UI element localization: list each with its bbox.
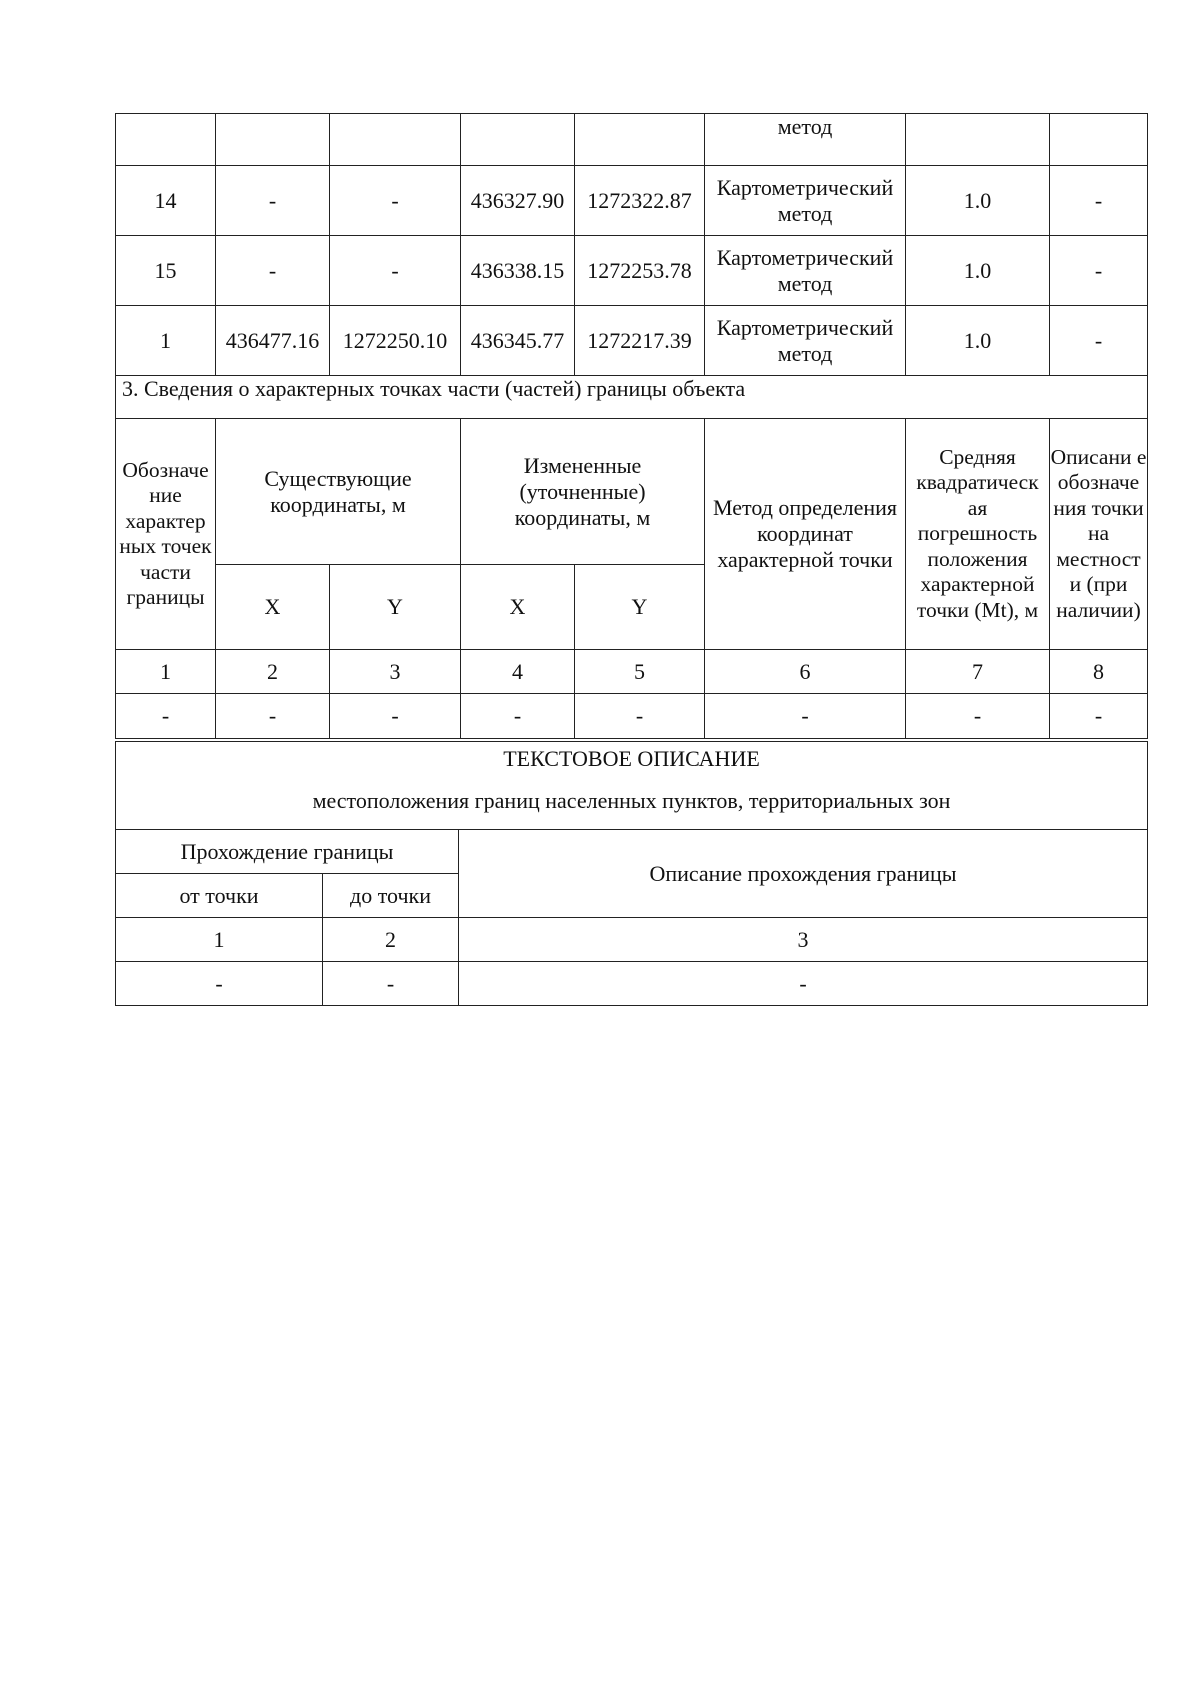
existing-y: - <box>330 166 461 236</box>
column-number: 4 <box>461 650 575 694</box>
passage-header: Прохождение границы <box>116 830 459 874</box>
mt-cell: 1.0 <box>906 306 1050 376</box>
column-number: 2 <box>216 650 330 694</box>
description-cell: - <box>1050 306 1148 376</box>
table-row <box>116 166 1148 236</box>
section-title-row <box>116 376 1148 419</box>
method-cell: Картометрический метод <box>705 236 906 306</box>
cell <box>216 114 330 166</box>
point-number: 15 <box>116 236 216 306</box>
cell <box>461 114 575 166</box>
cell: - <box>461 694 575 739</box>
column-number: 8 <box>1050 650 1148 694</box>
x-header: X <box>216 565 330 650</box>
header-row <box>116 830 1148 874</box>
characteristic-points-table <box>115 113 1148 739</box>
existing-x: 436477.16 <box>216 306 330 376</box>
text-description-row <box>116 742 1148 830</box>
table-row <box>116 694 1148 739</box>
cell <box>1050 114 1148 166</box>
changed-x: 436338.15 <box>461 236 575 306</box>
error-header: Средняя квадратическ ая погрешность положения характерной точки (Mt), м <box>906 419 1050 650</box>
text-description-table <box>115 741 1148 1006</box>
changed-y: 1272253.78 <box>575 236 705 306</box>
mt-cell: 1.0 <box>906 166 1050 236</box>
to-point-header: до точки <box>323 874 459 918</box>
changed-coordinates-header: Измененные (уточненные) координаты, м <box>461 419 705 565</box>
table-row <box>116 306 1148 376</box>
cell: - <box>116 962 323 1006</box>
column-number: 3 <box>330 650 461 694</box>
column-number: 5 <box>575 650 705 694</box>
header-row <box>116 419 1148 565</box>
column-number: 1 <box>116 918 323 962</box>
method-cell: метод <box>705 114 906 166</box>
cell <box>906 114 1050 166</box>
passage-description-header: Описание прохождения границы <box>459 830 1148 918</box>
from-point-header: от точки <box>116 874 323 918</box>
table-row <box>116 962 1148 1006</box>
existing-coordinates-header: Существующие координаты, м <box>216 419 461 565</box>
point-number: 1 <box>116 306 216 376</box>
designation-header: Обозначе ние характер ных точек части границы <box>116 419 216 650</box>
changed-x: 436345.77 <box>461 306 575 376</box>
description-header: Описани е обозначе ния точки на местност и (при наличии) <box>1050 419 1148 650</box>
column-number: 1 <box>116 650 216 694</box>
description-cell: - <box>1050 166 1148 236</box>
text-description-title: ТЕКСТОВОЕ ОПИСАНИЕ <box>503 746 760 771</box>
cell: - <box>1050 694 1148 739</box>
cell <box>116 114 216 166</box>
y-header: Y <box>575 565 705 650</box>
cell: - <box>459 962 1148 1006</box>
cell: - <box>575 694 705 739</box>
section-3-title: 3. Сведения о характерных точках части (частей) границы объекта <box>116 376 1148 419</box>
x-header: X <box>461 565 575 650</box>
column-number: 6 <box>705 650 906 694</box>
column-number: 7 <box>906 650 1050 694</box>
cell: - <box>216 694 330 739</box>
existing-x: - <box>216 166 330 236</box>
continuation-row <box>116 114 1148 166</box>
method-cell: Картометрический метод <box>705 166 906 236</box>
column-numbers-row <box>116 918 1148 962</box>
changed-x: 436327.90 <box>461 166 575 236</box>
changed-y: 1272322.87 <box>575 166 705 236</box>
description-cell: - <box>1050 236 1148 306</box>
y-header: Y <box>330 565 461 650</box>
cell <box>575 114 705 166</box>
mt-cell: 1.0 <box>906 236 1050 306</box>
existing-y: 1272250.10 <box>330 306 461 376</box>
table-row <box>116 236 1148 306</box>
changed-y: 1272217.39 <box>575 306 705 376</box>
cell <box>330 114 461 166</box>
method-header: Метод определения координат характерной точки <box>705 419 906 650</box>
existing-x: - <box>216 236 330 306</box>
cell: - <box>330 694 461 739</box>
cell: - <box>116 694 216 739</box>
column-number: 3 <box>459 918 1148 962</box>
column-numbers-row <box>116 650 1148 694</box>
text-description-subtitle: местоположения границ населенных пунктов, территориальных зон <box>312 788 951 813</box>
existing-y: - <box>330 236 461 306</box>
cell: - <box>323 962 459 1006</box>
cell: - <box>705 694 906 739</box>
point-number: 14 <box>116 166 216 236</box>
cell: - <box>906 694 1050 739</box>
method-cell: Картометрический метод <box>705 306 906 376</box>
column-number: 2 <box>323 918 459 962</box>
